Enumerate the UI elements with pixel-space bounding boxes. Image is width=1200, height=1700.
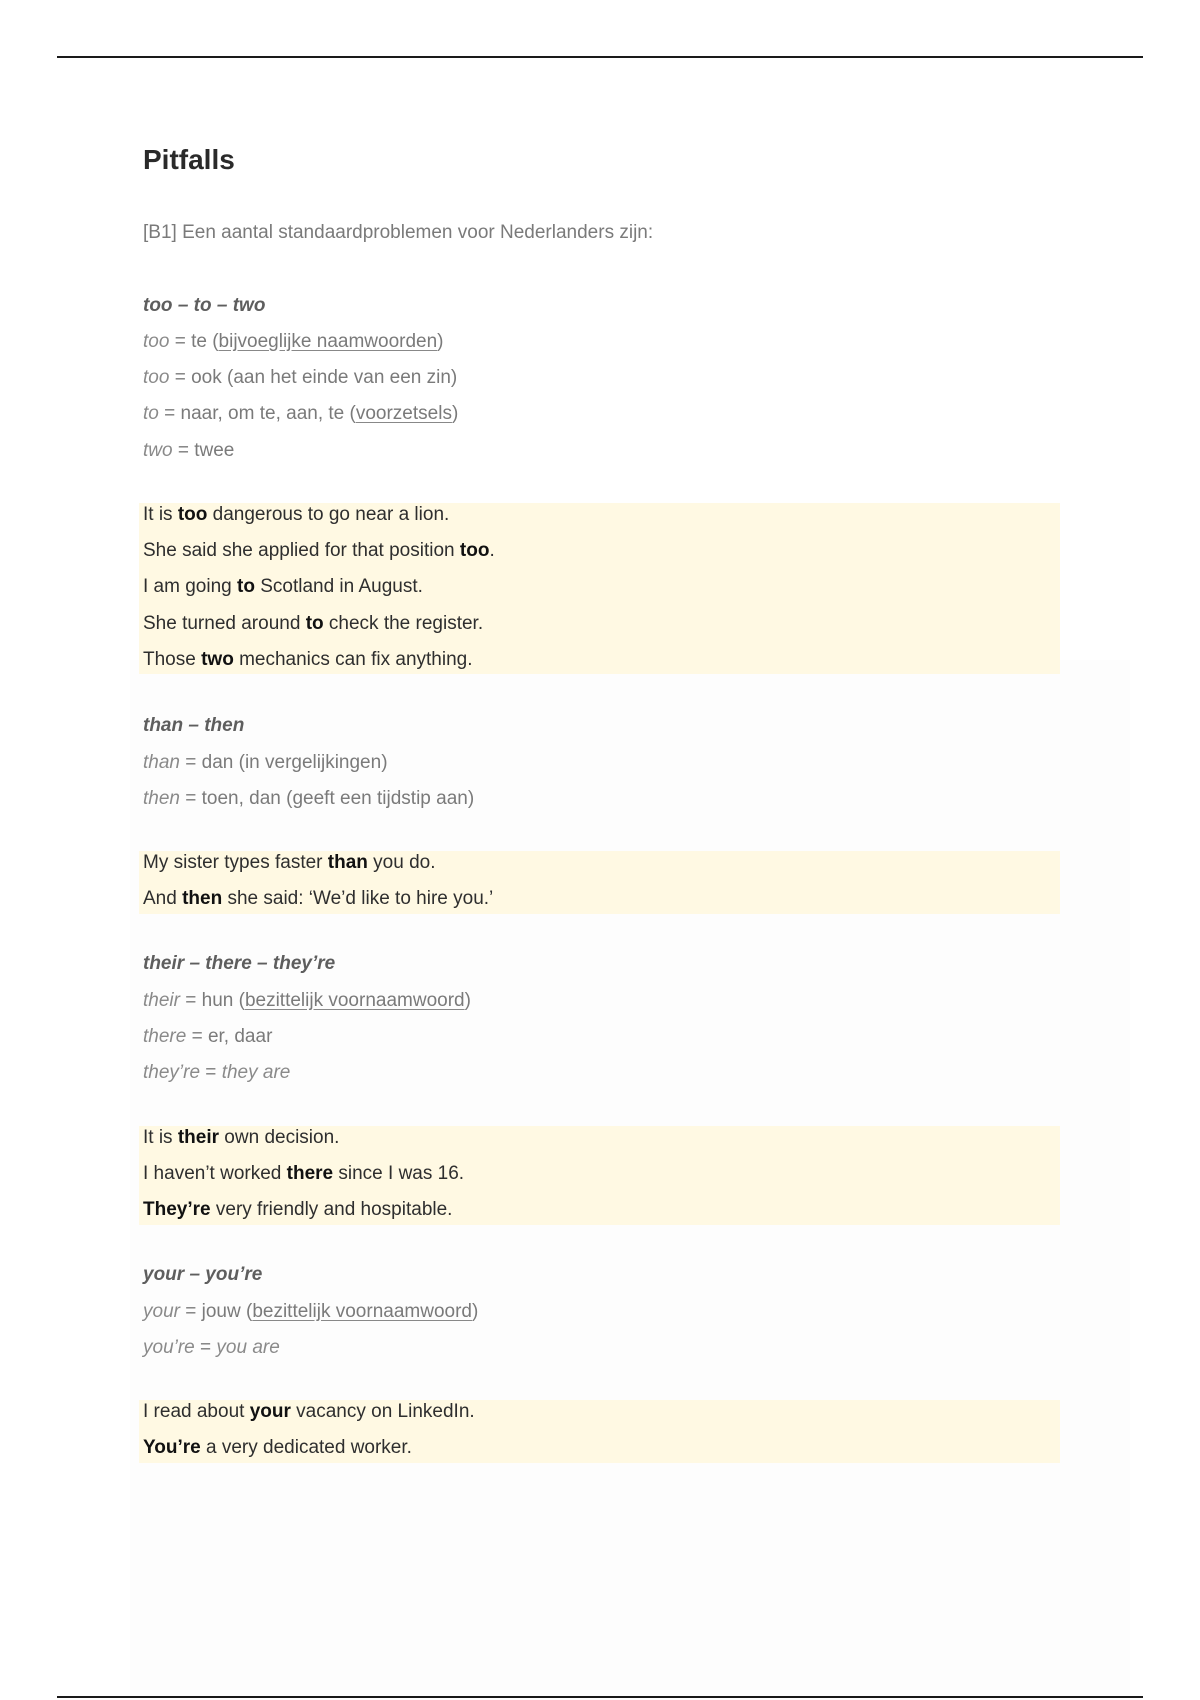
highlight-word: too [177, 504, 208, 525]
example-sentence: They’re very friendly and hospitable. [143, 1199, 453, 1220]
example-sentence: She turned around to check the register. [143, 613, 484, 634]
glossary-link[interactable]: bezittelijk voornaamwoord [244, 990, 465, 1011]
definition-line [143, 402, 458, 426]
highlight-word: than [327, 852, 368, 873]
glossary-link[interactable]: voorzetsels [355, 403, 452, 424]
definition-term: there [143, 1026, 187, 1047]
definition-text: = hun ( [179, 990, 245, 1011]
section-heading: your – you’re [143, 1264, 263, 1285]
definition-term: to [143, 403, 159, 424]
definition-text: ) [471, 1301, 479, 1322]
definition-value: you are [216, 1337, 280, 1358]
definition-line [143, 989, 471, 1013]
definition-text: ) [464, 990, 471, 1011]
definition-line [143, 1300, 478, 1324]
definition-text: = naar, om te, aan, te ( [158, 403, 356, 424]
page-title: Pitfalls [143, 144, 235, 175]
definition-term: they’re [143, 1062, 201, 1083]
example-sentence: It is too dangerous to go near a lion. [143, 504, 450, 525]
example-sentence: She said she applied for that position too. [143, 540, 495, 561]
definition-term: too [143, 331, 170, 352]
example-box [139, 1126, 1060, 1225]
highlight-word: to [237, 576, 255, 597]
highlight-word: there [286, 1163, 334, 1184]
example-sentence: You’re a very dedicated worker. [143, 1437, 412, 1458]
example-box [139, 851, 1060, 914]
highlight-word: to [305, 613, 324, 634]
example-sentence: I read about your vacancy on LinkedIn. [143, 1401, 475, 1422]
definition-text: = [200, 1062, 222, 1083]
definition-text: = er, daar [186, 1026, 273, 1047]
definition-term: than [143, 752, 180, 773]
highlight-word: too [459, 540, 490, 561]
definition-text: = ook (aan het einde van een zin) [169, 367, 458, 388]
highlight-word: They’re [143, 1199, 211, 1220]
definition-line [143, 787, 474, 811]
definition-term: then [143, 788, 180, 809]
definition-term: too [143, 367, 170, 388]
definition-line [143, 330, 444, 354]
example-sentence: My sister types faster than you do. [143, 852, 436, 873]
definition-text: = te ( [169, 331, 219, 352]
definition-text: ) [451, 403, 459, 424]
highlight-word: You’re [143, 1437, 201, 1458]
highlight-word: your [249, 1401, 291, 1422]
header-rule [57, 56, 1143, 58]
definition-line [143, 439, 234, 463]
definition-line [143, 1061, 290, 1085]
example-box [139, 503, 1060, 674]
definition-text: = [194, 1337, 217, 1358]
glossary-link[interactable]: bijvoeglijke naamwoorden [218, 331, 438, 352]
section-heading: too – to – two [143, 295, 266, 316]
example-sentence: It is their own decision. [143, 1127, 340, 1148]
example-box [139, 1400, 1060, 1463]
definition-text: ) [437, 331, 444, 352]
definition-value: they are [221, 1062, 291, 1083]
definition-text: = dan (in vergelijkingen) [179, 752, 388, 773]
section-heading: than – then [143, 715, 245, 736]
definition-term: your [143, 1301, 180, 1322]
example-sentence: And then she said: ‘We’d like to hire you.’ [143, 888, 494, 909]
definition-term: two [143, 440, 173, 461]
definition-text: = twee [172, 440, 235, 461]
section-heading: their – there – they’re [143, 953, 336, 974]
highlight-word: their [177, 1127, 220, 1148]
definition-text: = jouw ( [179, 1301, 253, 1322]
definition-term: their [143, 990, 180, 1011]
definition-line [143, 1336, 280, 1360]
definition-line [143, 1025, 272, 1049]
example-sentence: Those two mechanics can fix anything. [143, 649, 473, 670]
definition-term: you’re [143, 1337, 195, 1358]
footer-rule [57, 1696, 1143, 1698]
glossary-link[interactable]: bezittelijk voornaamwoord [252, 1301, 472, 1322]
definition-line [143, 751, 388, 775]
highlight-word: then [182, 888, 223, 909]
highlight-word: two [201, 649, 234, 670]
definition-line [143, 366, 457, 390]
example-sentence: I am going to Scotland in August. [143, 576, 423, 597]
example-sentence: I haven’t worked there since I was 16. [143, 1163, 465, 1184]
definition-text: = toen, dan (geeft een tijdstip aan) [179, 788, 475, 809]
intro-text: [B1] Een aantal standaardproblemen voor Nederlanders zijn: [143, 222, 654, 243]
